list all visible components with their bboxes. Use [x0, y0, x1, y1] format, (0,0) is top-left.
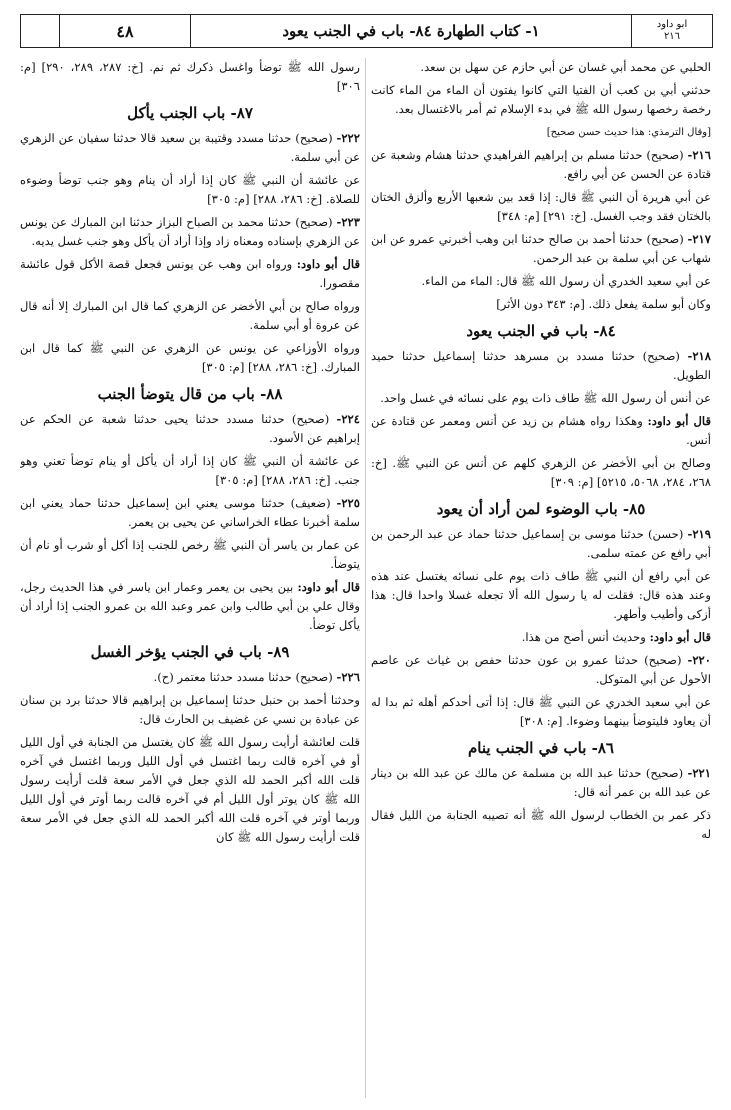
- hadith-number: ٢١٨-: [687, 349, 711, 363]
- text-paragraph: [20, 536, 360, 574]
- paragraph-text: [وقال الترمذي: هذا حديث حسن صحيح]: [546, 127, 711, 138]
- paragraph-text: وحديث أنس أصح من هذا.: [521, 630, 646, 644]
- paragraph-text: ورواه صالح بن أبي الأخضر عن الزهري كما قال ابن المبارك إلا أنه قال عن عروة أو أبي سلمة.: [20, 299, 360, 332]
- text-paragraph: [371, 628, 711, 647]
- paragraph-text: (صحيح) حدثنا أحمد بن صالح حدثنا ابن وهب أخبرني عمرو عن ابن شهاب عن أبي سلمة بن عبد الرحمن.: [371, 232, 711, 265]
- hadith-paragraph: [371, 230, 711, 268]
- hadith-number: ٢٢٦-: [336, 670, 360, 684]
- page-number: ٤٨: [59, 15, 190, 47]
- column-divider: [365, 58, 366, 1098]
- hadith-paragraph: [20, 410, 360, 448]
- paragraph-text: (صحيح) حدثنا عمرو بن عون حدثنا حفص بن غياث عن عاصم الأحول عن أبي المتوكل.: [371, 653, 711, 686]
- text-paragraph: [371, 454, 711, 492]
- paragraph-text: ورواه ابن وهب عن يونس فجعل قصة الأكل قول عائشة مقصورا.: [20, 257, 360, 290]
- paragraph-text: (صحيح) حدثنا مسدد بن مسرهد حدثنا إسماعيل حدثنا حميد الطويل.: [371, 349, 711, 382]
- paragraph-text: عن أبي سعيد الخدري عن النبي ﷺ قال: إذا أتى أحدكم أهله ثم بدا له أن يعاود فليتوضأ بينهما وضوءا. [م: ٣٠٨]: [371, 695, 711, 728]
- paragraph-text: وحدثنا أحمد بن حنبل حدثنا إسماعيل بن إبراهيم قالا حدثنا برد بن سنان عن عبادة بن نسي عن غضيف بن الحارث قال:: [20, 693, 360, 726]
- paragraph-text: عن أبي هريرة أن النبي ﷺ قال: إذا قعد بين شعبها الأربع وألزق الختان بالختان فقد وجب الغسل. [خ: ٢٩١] [م: ٣٤٨]: [371, 190, 711, 223]
- paragraph-text: (حسن) حدثنا موسى بن إسماعيل حدثنا حماد عن عبد الرحمن بن أبي رافع عن عمته سلمى.: [371, 527, 711, 560]
- text-paragraph: [20, 339, 360, 377]
- author-note-lead: قال أبو داود:: [649, 630, 711, 644]
- text-paragraph: [371, 389, 711, 408]
- text-paragraph: [20, 255, 360, 293]
- author-note-lead: قال أبو داود:: [647, 414, 711, 428]
- paragraph-text: عن عائشة أن النبي ﷺ كان إذا أراد أن يأكل أو ينام توضأ تعني وهو جنب. [خ: ٢٨٦، ٢٨٨] [م: ٣٠٥]: [20, 454, 360, 487]
- chapter-heading: ٨٥- باب الوضوء لمن أراد أن يعود: [436, 500, 646, 518]
- text-paragraph: [371, 806, 711, 844]
- paragraph-text: عن أنس أن رسول الله ﷺ طاف ذات يوم على نسائه في غسل واحد.: [380, 391, 711, 405]
- paragraph-text: (صحيح) حدثنا مسدد وقتيبة بن سعيد قالا حدثنا سفيان عن الزهري عن أبي سلمة.: [20, 131, 360, 164]
- paragraph-text: وهكذا رواه هشام بن زيد عن أنس ومعمر عن قتادة عن أنس.: [371, 414, 711, 447]
- paragraph-text: (صحيح) حدثنا عبد الله بن مسلمة عن مالك عن عبد الله بن دينار عن عبد الله بن عمر أنه قال:: [371, 766, 711, 799]
- text-paragraph: [20, 733, 360, 847]
- paragraph-text: وكان أبو سلمة يفعل ذلك. [م: ٣٤٣ دون الأثر]: [496, 297, 711, 311]
- text-paragraph: [371, 295, 711, 314]
- paragraph-text: رسول الله ﷺ توضأ واغسل ذكرك ثم نم. [خ: ٢٨٧، ٢٨٩، ٢٩٠] [م: ٣٠٦]: [20, 60, 360, 93]
- author-note-lead: قال أبو داود:: [296, 257, 360, 271]
- right-column: [371, 58, 711, 1098]
- text-paragraph: [371, 123, 711, 142]
- hadith-paragraph: [371, 347, 711, 385]
- text-paragraph: [371, 81, 711, 119]
- paragraph-text: عن عائشة أن النبي ﷺ كان إذا أراد أن ينام وهو جنب توضأ وضوءه للصلاة. [خ: ٢٨٦، ٢٨٨] [م: ٣٠٥]: [20, 173, 360, 206]
- text-paragraph: [371, 693, 711, 731]
- text-paragraph: [371, 188, 711, 226]
- paragraph-text: بين يحيى بن يعمر وعمار ابن ياسر في هذا الحديث رجل، وقال علي بن أبي طالب وابن عمر وعبد الله بن عمرو الجنب إذا أراد أن يأكل توضأ.: [20, 580, 360, 632]
- header-blank-cell: [21, 15, 59, 47]
- hadith-paragraph: [20, 494, 360, 532]
- text-paragraph: [371, 58, 711, 77]
- chapter-heading: ٨٧- باب الجنب يأكل: [127, 104, 253, 122]
- hadith-number: ٢١٦-: [687, 148, 711, 162]
- chapter-heading: ٨٩- باب في الجنب يؤخر الغسل: [90, 643, 290, 661]
- paragraph-text: عن عمار بن ياسر أن النبي ﷺ رخص للجنب إذا أكل أو شرب أو نام أن يتوضأ.: [20, 538, 360, 571]
- hadith-paragraph: [371, 651, 711, 689]
- paragraph-text: الحلبي عن محمد أبي غسان عن أبي حازم عن سهل بن سعد.: [420, 60, 711, 74]
- chapter-heading: ٨٤- باب في الجنب يعود: [466, 322, 616, 340]
- paragraph-text: ورواه الأوزاعي عن يونس عن الزهري عن النبي ﷺ كما قال ابن المبارك. [خ: ٢٨٦، ٢٨٨] [م: ٣٠٥]: [20, 341, 360, 374]
- paragraph-text: (ضعيف) حدثنا موسى يعني ابن إسماعيل حدثنا حماد يعني ابن سلمة أخبرنا عطاء الخراساني عن يحيى بن يعمر.: [20, 496, 360, 529]
- hadith-paragraph: [371, 146, 711, 184]
- paragraph-text: وصالح بن أبي الأخضر عن الزهري كلهم عن أنس عن النبي ﷺ. [خ: ٢٦٨، ٢٨٤، ٥٠٦٨، ٥٢١٥] [م: ٣٠٩]: [371, 456, 711, 489]
- hadith-number: ٢١٧-: [687, 232, 711, 246]
- text-paragraph: [20, 58, 360, 96]
- text-paragraph: [371, 567, 711, 624]
- hadith-number: ٢٢٠-: [687, 653, 711, 667]
- hadith-number: ٢٢٣-: [336, 215, 360, 229]
- hadith-paragraph: [20, 668, 360, 687]
- text-paragraph: [20, 691, 360, 729]
- running-title: ١- كتاب الطهارة ٨٤- باب في الجنب يعود: [190, 15, 631, 47]
- text-paragraph: [20, 171, 360, 209]
- hadith-number: ٢٢١-: [687, 766, 711, 780]
- author-note-lead: قال أبو داود:: [297, 580, 360, 594]
- hadith-paragraph: [20, 129, 360, 167]
- book-number: ٢١٦: [663, 31, 681, 42]
- paragraph-text: (صحيح) حدثنا محمد بن الصباح البزاز حدثنا ابن المبارك عن يونس عن الزهري بإسناده ومعناه زاد وإذا أراد أن يأكل وهو جنب غسل يديه.: [20, 215, 360, 248]
- paragraph-text: (صحيح) حدثنا مسدد حدثنا معتمر (ح).: [153, 670, 333, 684]
- text-paragraph: [20, 578, 360, 635]
- hadith-number: ٢٢٥-: [336, 496, 360, 510]
- paragraph-text: عن أبي رافع أن النبي ﷺ طاف ذات يوم على نسائه يغتسل عند هذه وعند هذه قال: فقلت له يا رسول الله ألا تجعله غسلا واحدا قال: هذا أزكى وأطيب وأطهر.: [371, 569, 711, 621]
- paragraph-text: ذكر عمر بن الخطاب لرسول الله ﷺ أنه تصيبه الجنابة من الليل فقال له: [371, 808, 711, 841]
- paragraph-text: قلت لعائشة أرأيت رسول الله ﷺ كان يغتسل من الجنابة في أول الليل أو في آخره قالت ربما اغتسل في أول الليل وربما اغتسل في آخره قلت الله أكبر الحمد لله الذي جعل في الأمر سعة قلت أرأيت رسول الله ﷺ كان يوتر أول الليل أم في آخره قالت ربما أوتر في أول الليل وربما أوتر في آخره قلت الله أكبر الحمد لله الذي جعل في الأمر سعة قلت أرأيت رسول الله ﷺ كان: [20, 735, 360, 844]
- hadith-paragraph: [20, 213, 360, 251]
- book-label: [631, 15, 712, 47]
- hadith-paragraph: [371, 764, 711, 802]
- hadith-number: ٢١٩-: [687, 527, 711, 541]
- paragraph-text: (صحيح) حدثنا مسلم بن إبراهيم الفراهيدي حدثنا هشام وشعبة عن قتادة عن الحسن عن أبي رافع.: [371, 148, 711, 181]
- text-paragraph: [371, 412, 711, 450]
- hadith-number: ٢٢٢-: [336, 131, 360, 145]
- left-column: [20, 58, 360, 1098]
- chapter-heading: ٨٦- باب في الجنب ينام: [467, 739, 614, 757]
- paragraph-text: حدثني أبي بن كعب أن الفتيا التي كانوا يفتون أن الماء من الماء كانت رخصة رخصها رسول الله ﷺ في بدء الإسلام ثم أمر بالاغتسال بعد.: [371, 83, 711, 116]
- page-header: [20, 14, 713, 48]
- paragraph-text: عن أبي سعيد الخدري أن رسول الله ﷺ قال: الماء من الماء.: [421, 274, 711, 288]
- hadith-number: ٢٢٤-: [336, 412, 360, 426]
- book-name: ابو داود: [656, 19, 688, 30]
- hadith-paragraph: [371, 525, 711, 563]
- text-paragraph: [371, 272, 711, 291]
- text-paragraph: [20, 452, 360, 490]
- chapter-heading: ٨٨- باب من قال يتوضأ الجنب: [97, 385, 283, 403]
- paragraph-text: (صحيح) حدثنا مسدد حدثنا يحيى حدثنا شعبة عن الحكم عن إبراهيم عن الأسود.: [20, 412, 360, 445]
- text-paragraph: [20, 297, 360, 335]
